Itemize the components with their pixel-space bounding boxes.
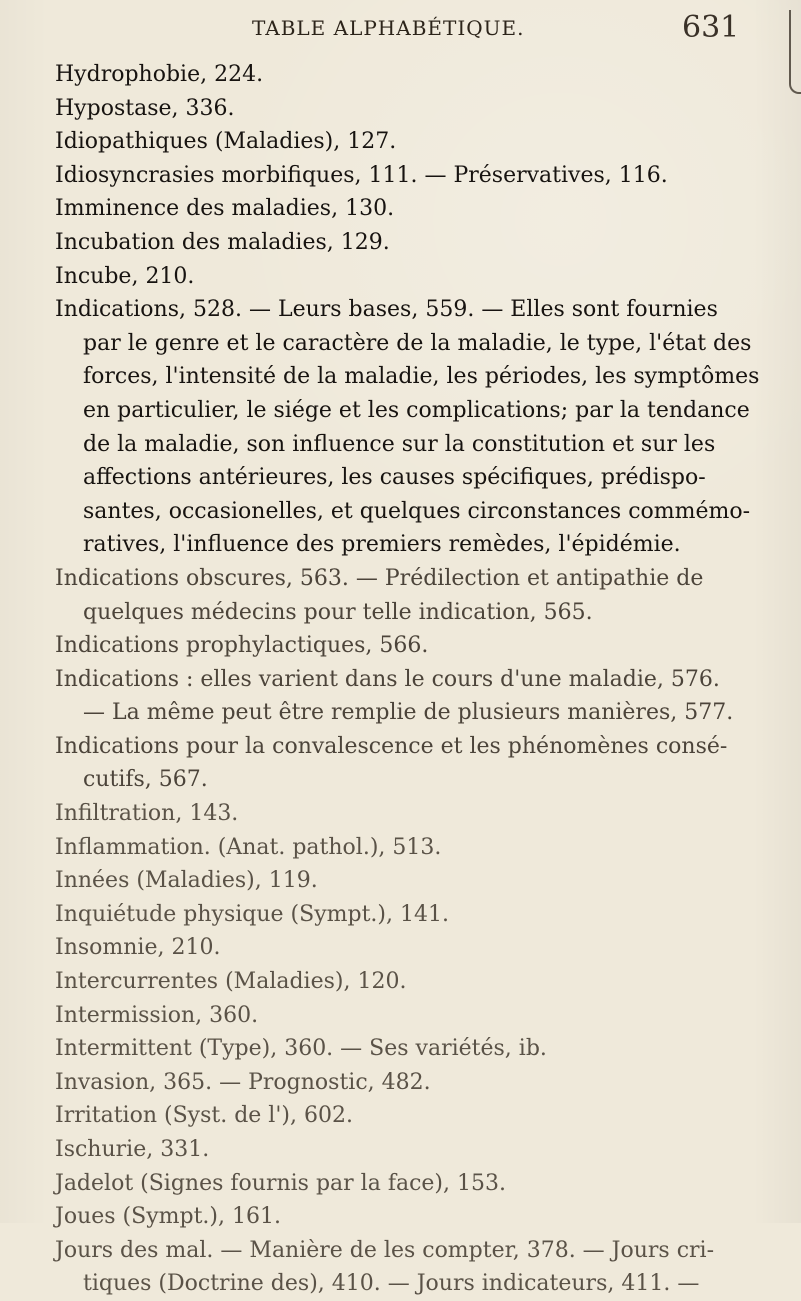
index-line: Indications pour la convalescence et les phénomènes consé- [55, 733, 728, 759]
index-line: Indications prophylactiques, 566. [55, 633, 429, 659]
index-line: Insomnie, 210. [55, 935, 221, 961]
index-line: Indications : elles varient dans le cours d'une maladie, 576. [55, 666, 720, 692]
page-header [0, 10, 801, 50]
index-line: Indications, 528. — Leurs bases, 559. — Elles sont fournies [55, 297, 718, 323]
index-line: Jadelot (Signes fournis par la face), 153. [55, 1170, 506, 1196]
index-line: Idiopathiques (Maladies), 127. [55, 129, 397, 155]
index-line: Irritation (Syst. de l'), 602. [55, 1103, 353, 1129]
index-line: Intermittent (Type), 360. — Ses variétés, ib. [55, 1036, 547, 1062]
index-line: Inflammation. (Anat. pathol.), 513. [55, 834, 442, 860]
page-edge-mark [789, 10, 801, 94]
index-line: Hydrophobie, 224. [55, 62, 264, 87]
index-line: Ischurie, 331. [55, 1137, 210, 1162]
index-line: Invasion, 365. — Prognostic, 482. [55, 1069, 431, 1095]
index-line: Incube, 210. [55, 263, 195, 289]
index-line: de la maladie, son influence sur la constitution et sur les [83, 431, 716, 457]
index-line: Imminence des maladies, 130. [55, 196, 395, 222]
index-line: affections antérieures, les causes spécifiques, prédispo- [83, 465, 706, 491]
index-line: Intercurrentes (Maladies), 120. [55, 969, 407, 995]
index-line: Innées (Maladies), 119. [55, 868, 318, 894]
index-line: Incubation des maladies, 129. [55, 229, 390, 255]
index-line: cutifs, 567. [83, 767, 208, 793]
index-line: tiques (Doctrine des), 410. — Jours indicateurs, 411. — [83, 1271, 700, 1297]
index-line: santes, occasionelles, et quelques circonstances commémo- [83, 498, 751, 524]
index-entries [55, 58, 760, 1301]
index-line: Idiosyncrasies morbifiques, 111. — Préservatives, 116. [55, 162, 668, 188]
index-line: forces, l'intensité de la maladie, les périodes, les symptômes [83, 364, 760, 390]
page-number: 631 [682, 10, 740, 45]
index-line: Hypostase, 336. [55, 95, 235, 121]
index-line: Intermission, 360. [55, 1002, 259, 1028]
index-line: Inquiétude physique (Sympt.), 141. [55, 901, 449, 927]
index-line: Indications obscures, 563. — Prédilection et antipathie de [55, 565, 704, 591]
index-line: par le genre et le caractère de la maladie, le type, l'état des [83, 330, 752, 356]
index-line: — La même peut être remplie de plusieurs manières, 577. [83, 700, 734, 726]
index-line: Jours des mal. — Manière de les compter, 378. — Jours cri- [55, 1237, 715, 1263]
index-line: Joues (Sympt.), 161. [55, 1204, 281, 1230]
index-line: ratives, l'influence des premiers remèdes, l'épidémie. [83, 532, 681, 558]
index-line: en particulier, le siége et les complications; par la tendance [83, 397, 750, 423]
index-line: quelques médecins pour telle indication, 565. [83, 599, 593, 625]
index-line: Infiltration, 143. [55, 801, 239, 827]
running-title: TABLE ALPHABÉTIQUE. [252, 16, 525, 40]
